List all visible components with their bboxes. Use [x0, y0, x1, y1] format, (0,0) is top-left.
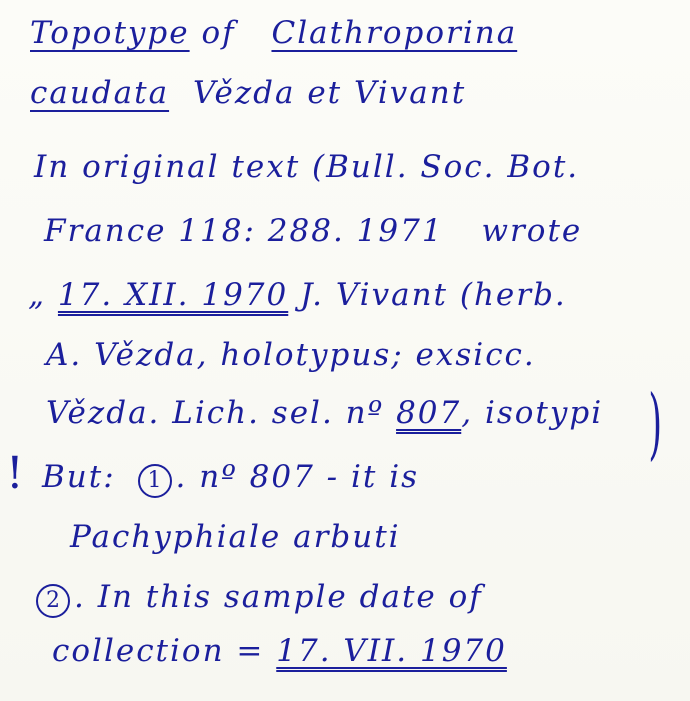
exsiccata-number: 807 [396, 395, 462, 431]
paragraph-line-2 [44, 212, 582, 250]
paragraph-line-3 [28, 276, 567, 314]
title-of: of [201, 15, 236, 51]
but-line [42, 458, 419, 498]
exclamation-mark: ! [6, 448, 24, 499]
collector-text: J. Vivant (herb. [288, 277, 567, 313]
item-1-text: . nº 807 - it is [175, 459, 420, 495]
collection-label: collection = [52, 633, 277, 669]
title-species: caudata [30, 75, 170, 111]
item-2-line [36, 578, 483, 618]
species-line [70, 518, 401, 556]
exsiccata-text: Vězda. Lich. sel. nº [46, 395, 397, 431]
wrote-text: wrote [481, 213, 583, 249]
item-2-text: . In this sample date of [74, 579, 483, 615]
opening-quote: „ [28, 277, 58, 313]
collection-date: 17. VII. 1970 [276, 633, 507, 669]
original-text-line: In original text (Bull. Soc. Bot. [34, 149, 580, 185]
citation-reference: France 118: 288. 1971 [44, 213, 444, 249]
title-line-1 [30, 14, 517, 52]
title-topotype: Topotype [30, 15, 190, 51]
collection-line [52, 632, 507, 670]
closing-parenthesis: ) [648, 379, 663, 469]
paragraph-line-1 [34, 148, 579, 186]
isotypi-text: , isotypi [461, 395, 604, 431]
title-authors: Vězda et Vivant [192, 75, 467, 111]
title-line-2 [30, 74, 466, 112]
item-2-number-circle: 2 [36, 584, 70, 618]
holotypus-text: A. Vězda, holotypus; exsicc. [46, 337, 536, 373]
title-genus: Clathroporina [271, 15, 518, 51]
original-date: 17. XII. 1970 [57, 277, 289, 313]
species-name: Pachyphiale arbuti [70, 519, 401, 555]
paragraph-line-5 [46, 394, 603, 432]
paragraph-line-4 [46, 336, 536, 374]
but-label: But: [42, 459, 116, 495]
item-1-number-circle: 1 [138, 464, 172, 498]
